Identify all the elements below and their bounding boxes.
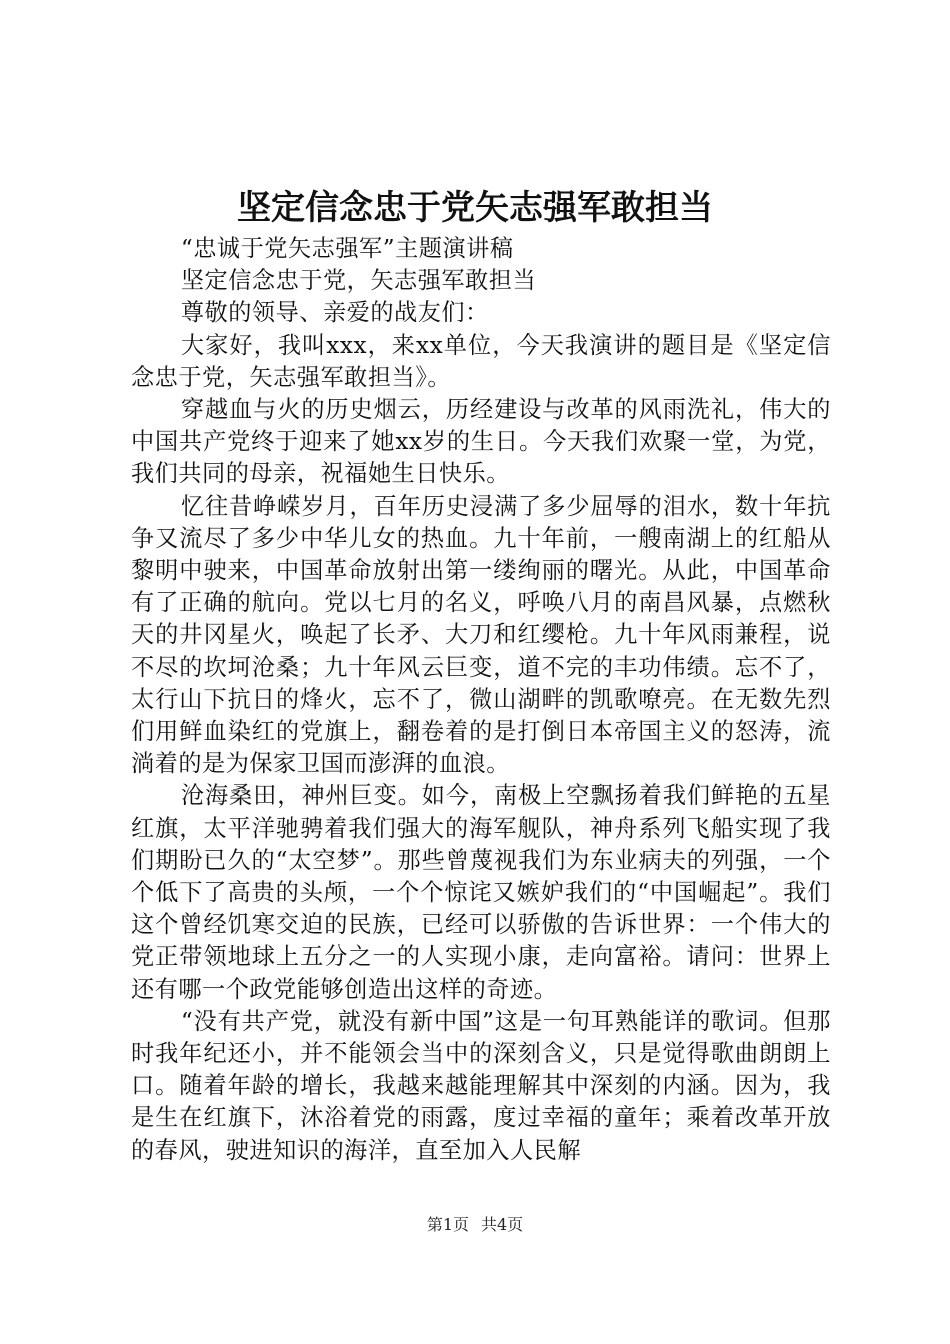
paragraph-birthday: 穿越血与火的历史烟云，历经建设与改革的风雨洗礼，伟大的中国共产党终于迎来了她xx岁的生日。今天我们欢聚一堂，为党，我们共同的母亲，祝福她生日快乐。 <box>131 396 831 488</box>
page-total: 共4页 <box>481 1215 524 1234</box>
page-number: 第1页 <box>426 1215 469 1234</box>
document-title: 坚定信念忠于党矢志强军敢担当 <box>237 188 713 228</box>
paragraph-song: “没有共产党，就没有新中国”这是一句耳熟能详的歌词。但那时我年纪还小，并不能领会当中的深刻含义，只是觉得歌曲朗朗上口。随着年龄的增长，我越来越能理解其中深刻的内涵。因为，我是生在红旗下，沐浴着党的雨露，度过幸福的童年；乘着改革开放的春风，驶进知识的海洋，直至加入人民解 <box>131 1007 831 1164</box>
page-footer <box>0 1214 950 1236</box>
paragraph-history: 忆往昔峥嵘岁月，百年历史浸满了多少屈辱的泪水，数十年抗争又流尽了多少中华儿女的热血。九十年前，一艘南湖上的红船从黎明中驶来，中国革命放射出第一缕绚丽的曙光。从此，中国革命有了正确的航向。党以七月的名义，呼唤八月的南昌风暴，点燃秋天的井冈星火，唤起了长矛、大刀和红缨枪。九十年风雨兼程，说不尽的坎坷沧桑；九十年风云巨变，道不完的丰功伟绩。忘不了，太行山下抗日的烽火，忘不了，微山湖畔的凯歌嘹亮。在无数先烈们用鲜血染红的党旗上，翻卷着的是打倒日本帝国主义的怒涛，流淌着的是为保家卫国而澎湃的血浪。 <box>131 492 831 778</box>
paragraph-changes: 沧海桑田，神州巨变。如今，南极上空飘扬着我们鲜艳的五星红旗，太平洋驰骋着我们强大的海军舰队，神舟系列飞船实现了我们期盼已久的“太空梦”。那些曾蔑视我们为东业病夫的列强，一个个低下了高贵的头颅，一个个惊诧又嫉妒我们的“中国崛起”。我们这个曾经饥寒交迫的民族，已经可以骄傲的告诉世界：一个伟大的党正带领地球上五分之一的人实现小康，走向富裕。请问：世界上还有哪一个政党能够创造出这样的奇迹。 <box>131 782 831 1003</box>
paragraph-theme: 坚定信念忠于党，矢志强军敢担当 <box>180 267 537 295</box>
paragraph-salutation: 尊敬的领导、亲爱的战友们： <box>180 299 489 327</box>
paragraph-greeting: 大家好，我叫xxx，来xx单位，今天我演讲的题目是《坚定信念忠于党，矢志强军敢担当》。 <box>131 331 831 391</box>
paragraph-subtitle: “忠诚于党矢志强军”主题演讲稿 <box>180 235 514 262</box>
document-body <box>131 233 831 1167</box>
